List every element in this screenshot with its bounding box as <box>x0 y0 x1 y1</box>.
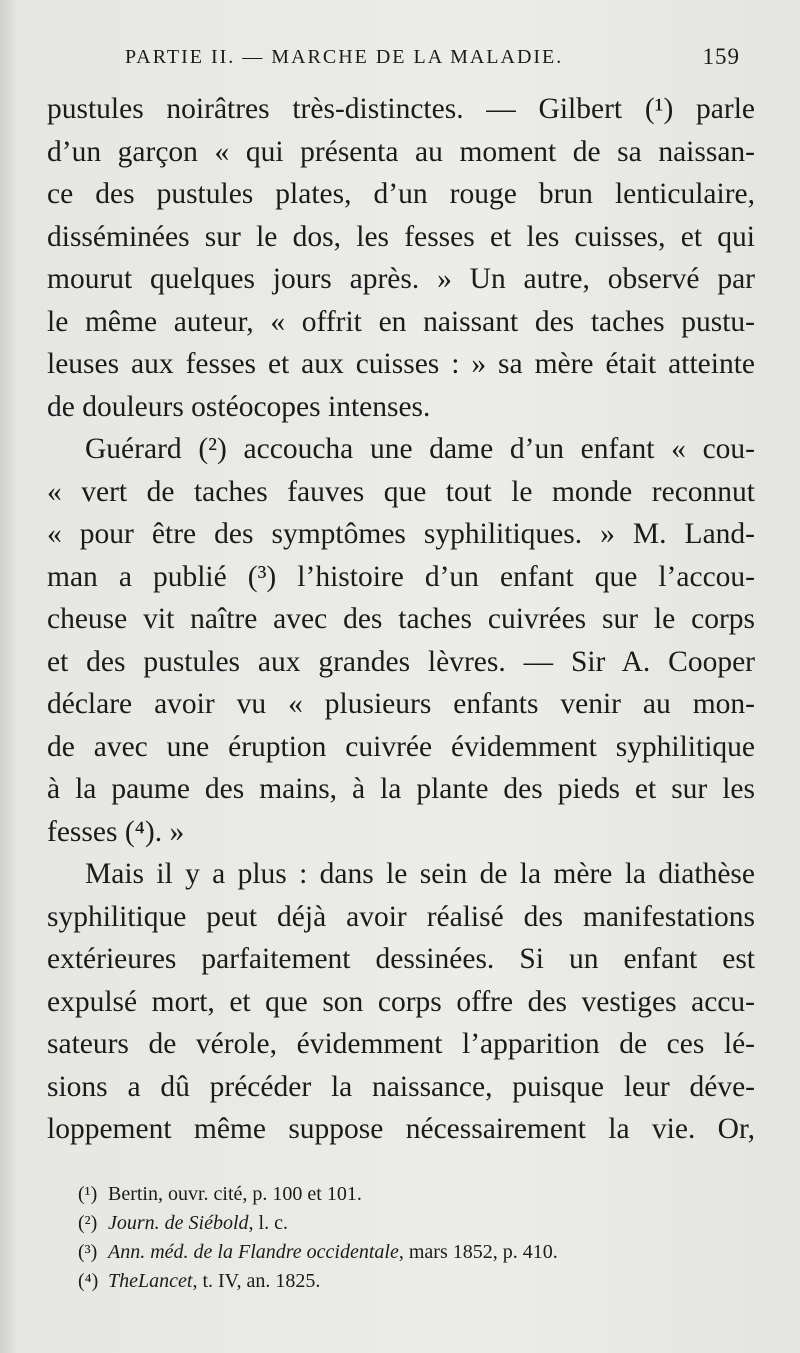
footnote-text: , t. IV, an. 1825. <box>192 1270 321 1292</box>
footnote-text: Bertin, ouvr. cité, p. 100 et 101. <box>108 1183 362 1205</box>
text-line: sateurs de vérole, évidemment l’apparition de ces lé- <box>47 1028 755 1060</box>
footnote-title: Ann. méd. de la Flandre occidentale <box>108 1241 399 1263</box>
text-line: pustules noirâtres très-distinctes. — Gilbert (¹) parle <box>47 93 755 125</box>
footnote-mark: (²) <box>78 1212 98 1234</box>
text-line: disséminées sur le dos, les fesses et les cuisses, et qui <box>47 220 755 253</box>
footnote-mark: (³) <box>78 1241 98 1263</box>
text-line: sions a dû précéder la naissance, puisque leur déve- <box>47 1070 755 1103</box>
text-line: de avec une éruption cuivrée évidemment syphilitique <box>47 730 755 763</box>
running-header <box>125 44 740 74</box>
footnote-title: TheLancet <box>108 1270 193 1292</box>
footnote-mark: (¹) <box>78 1183 98 1205</box>
text-line: expulsé mort, et que son corps offre des vestiges accu- <box>47 985 755 1018</box>
footnote <box>78 1267 748 1296</box>
text-line: Mais il y a plus : dans le sein de la mère la diathèse <box>85 858 755 890</box>
text-line: ce des pustules plates, d’un rouge brun lenticulaire, <box>47 178 755 210</box>
footnote-text: , mars 1852, p. 410. <box>398 1241 558 1263</box>
body-text <box>47 88 755 1151</box>
text-line: déclare avoir vu « plusieurs enfants venir au mon- <box>47 688 755 720</box>
text-line: « pour être des symptômes syphilitiques. » M. Land- <box>47 518 755 550</box>
text-line: man a publié (³) l’histoire d’un enfant que l’accou- <box>47 560 755 593</box>
text-line: mourut quelques jours après. » Un autre, observé par <box>47 263 755 295</box>
text-line: leuses aux fesses et aux cuisses : » sa mère était atteinte <box>47 348 755 380</box>
footnote-mark: (⁴) <box>78 1270 99 1292</box>
text-line: extérieures parfaitement dessinées. Si un enfant est <box>47 943 755 975</box>
footnote <box>78 1209 748 1238</box>
text-line: le même auteur, « offrit en naissant des taches pustu- <box>47 305 755 338</box>
footnote-text: , l. c. <box>248 1212 288 1234</box>
footnotes <box>78 1180 748 1296</box>
footnote <box>78 1238 748 1267</box>
text-line: et des pustules aux grandes lèvres. — Sir A. Cooper <box>47 645 755 678</box>
running-title: PARTIE II. — MARCHE DE LA MALADIE. <box>125 46 564 68</box>
text-line: « vert de taches fauves que tout le monde reconnut <box>47 475 755 508</box>
text-line: Guérard (²) accoucha une dame d’un enfant « cou- <box>85 433 755 465</box>
text-line: fesses (⁴). » <box>47 815 185 848</box>
text-line: loppement même suppose nécessairement la vie. Or, <box>47 1113 755 1145</box>
text-line: à la paume des mains, à la plante des pieds et sur les <box>47 773 755 805</box>
footnote <box>78 1180 748 1209</box>
text-line: de douleurs ostéocopes intenses. <box>47 390 431 423</box>
text-line: d’un garçon « qui présenta au moment de sa naissan- <box>47 135 755 168</box>
text-line: cheuse vit naître avec des taches cuivrées sur le corps <box>47 603 755 635</box>
page-number: 159 <box>702 44 740 69</box>
text-line: syphilitique peut déjà avoir réalisé des manifestations <box>47 900 755 933</box>
footnote-title: Journ. de Siébold <box>108 1212 249 1234</box>
